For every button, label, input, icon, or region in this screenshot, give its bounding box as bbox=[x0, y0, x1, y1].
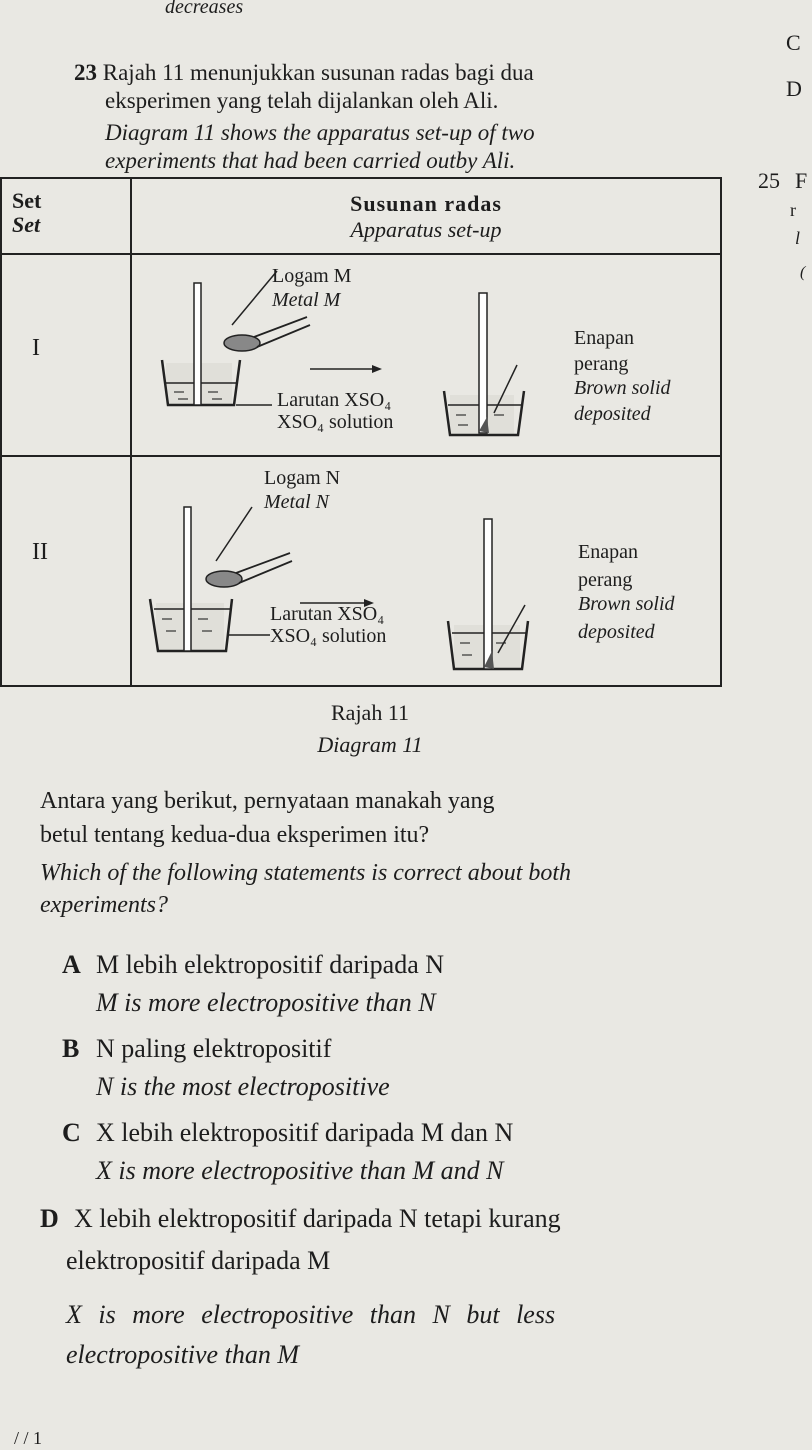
option-d-ms-2: elektropositif daripada M bbox=[66, 1246, 331, 1275]
margin-letter-d: D bbox=[786, 76, 802, 101]
diagram-caption-ms: Rajah 11 bbox=[331, 700, 409, 725]
question-text: Rajah 11 menunjukkan susunan radas bagi dua bbox=[102, 60, 534, 85]
margin-partial-letter: F bbox=[795, 168, 808, 193]
result-label-ms-1: Enapan bbox=[574, 327, 634, 349]
apparatus-cell bbox=[131, 456, 721, 686]
set-label: I bbox=[1, 254, 131, 456]
header-set-en: Set bbox=[12, 212, 41, 237]
option-letter: B bbox=[62, 1034, 80, 1063]
result-label-ms-2: perang bbox=[578, 569, 633, 591]
option-d-en-2: electropositive than M bbox=[66, 1340, 299, 1369]
result-label-en-1: Brown solid bbox=[574, 377, 671, 399]
margin-letter-c: C bbox=[786, 30, 801, 55]
result-label-en-1: Brown solid bbox=[578, 593, 675, 615]
result-label-en-2: deposited bbox=[574, 403, 651, 425]
apparatus-table bbox=[0, 177, 722, 687]
solution-label-ms: Larutan XSO₄ bbox=[270, 603, 385, 625]
prompt-en-1: Which of the following statements is correct about both bbox=[40, 860, 572, 886]
margin-fragment: r bbox=[790, 200, 796, 220]
header-apparatus-ms: Susunan radas bbox=[350, 191, 502, 216]
prompt-en-2: experiments? bbox=[40, 892, 168, 918]
apparatus-diagram-set-2 bbox=[132, 457, 732, 685]
option-letter: C bbox=[62, 1118, 81, 1147]
metal-label-en: Metal N bbox=[264, 491, 329, 513]
option-b[interactable] bbox=[62, 1034, 331, 1064]
option-d[interactable] bbox=[40, 1204, 561, 1234]
table-header-apparatus bbox=[131, 178, 721, 254]
question-number: 23 bbox=[74, 60, 97, 85]
previous-question-text: decreases bbox=[165, 0, 244, 18]
metal-label-ms: Logam M bbox=[272, 265, 352, 287]
table-header-set bbox=[1, 178, 131, 254]
prompt-ms-2: betul tentang kedua-dua eksperimen itu? bbox=[40, 822, 430, 848]
diagram-caption-en: Diagram 11 bbox=[317, 732, 423, 757]
solution-label-ms: Larutan XSO₄ bbox=[277, 389, 392, 411]
solution-label-en bbox=[277, 409, 393, 435]
option-text-ms: X lebih elektropositif daripada M dan N bbox=[96, 1118, 514, 1147]
option-text-ms: N paling elektropositif bbox=[96, 1034, 332, 1063]
apparatus-cell bbox=[131, 254, 721, 456]
option-c-en: X is more electropositive than M and N bbox=[96, 1156, 504, 1185]
option-a[interactable] bbox=[62, 950, 444, 980]
option-d-en-1: X is more electropositive than N but less bbox=[66, 1300, 556, 1329]
header-apparatus-en: Apparatus set-up bbox=[350, 217, 502, 242]
prompt-ms-1: Antara yang berikut, pernyataan manakah yang bbox=[40, 788, 495, 814]
page-footer-fragment: / / 1 bbox=[14, 1428, 43, 1448]
margin-fragment: l bbox=[795, 228, 801, 248]
solution-label-en-text: XSO₄ solution bbox=[270, 625, 387, 647]
option-c[interactable] bbox=[62, 1118, 513, 1148]
option-text-ms: M lebih elektropositif daripada N bbox=[96, 950, 445, 979]
option-text-ms-1: X lebih elektropositif daripada N tetapi kurang bbox=[74, 1204, 561, 1233]
result-label-ms-1: Enapan bbox=[578, 541, 638, 563]
option-a-en: M is more electropositive than N bbox=[96, 988, 436, 1017]
header-set-ms: Set bbox=[12, 188, 42, 213]
question-stem-ms-1 bbox=[74, 60, 534, 86]
option-letter: D bbox=[40, 1204, 59, 1233]
question-stem-en-1: Diagram 11 shows the apparatus set-up of two bbox=[105, 120, 535, 145]
margin-fragment: ( bbox=[800, 264, 806, 281]
solution-label-en-text: XSO₄ solution bbox=[277, 411, 394, 433]
solution-label-en bbox=[270, 623, 386, 649]
option-letter: A bbox=[62, 950, 81, 979]
result-label-en-2: deposited bbox=[578, 621, 655, 643]
metal-label-en: Metal M bbox=[272, 289, 341, 311]
question-stem-ms-2: eksperimen yang telah dijalankan oleh Ali. bbox=[105, 88, 499, 113]
table-row bbox=[1, 456, 721, 686]
metal-label-ms: Logam N bbox=[264, 467, 341, 489]
option-b-en: N is the most electropositive bbox=[96, 1072, 390, 1101]
margin-question-25: 25 bbox=[758, 168, 780, 193]
question-stem-en-2: experiments that had been carried outby Ali. bbox=[105, 148, 516, 173]
set-label: II bbox=[1, 456, 131, 686]
table-row bbox=[1, 254, 721, 456]
result-label-ms-2: perang bbox=[574, 353, 629, 375]
